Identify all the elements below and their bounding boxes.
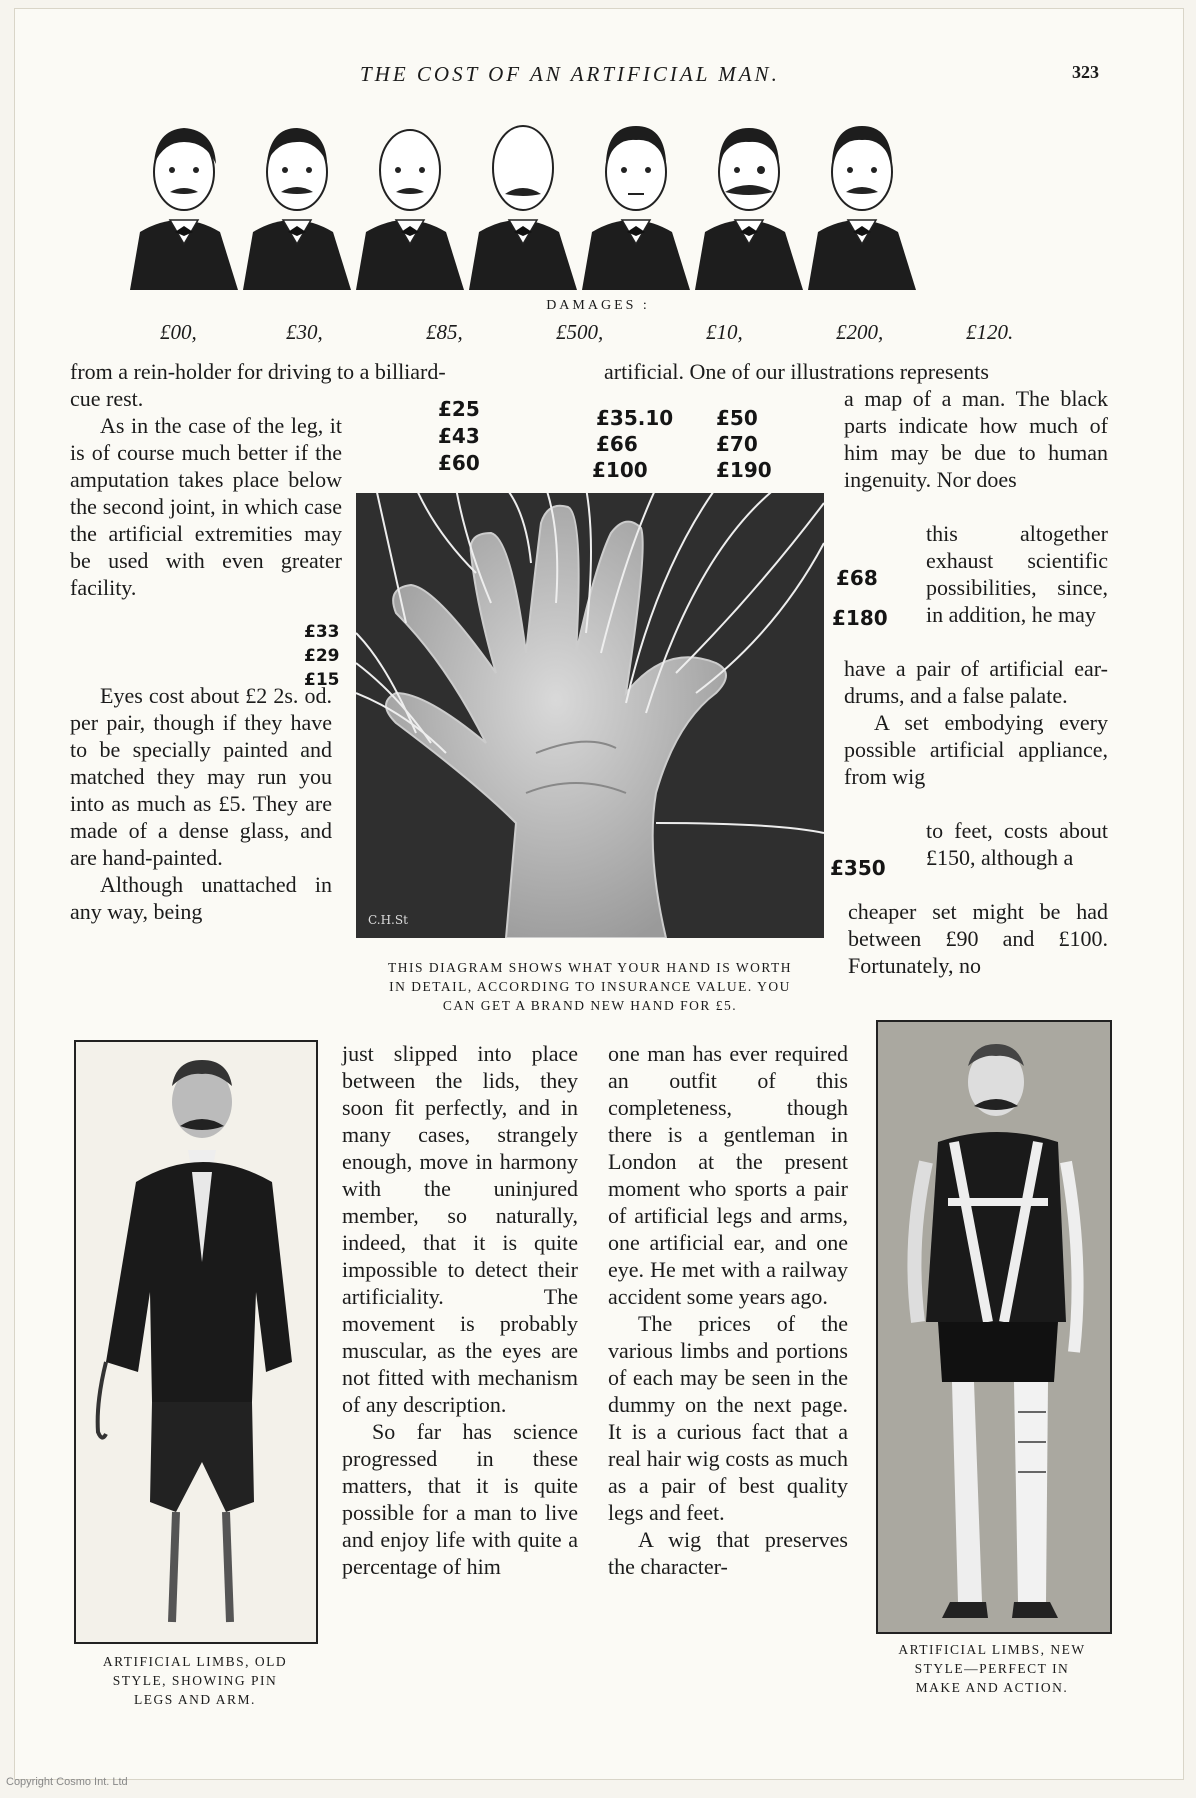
faces-illustration [120, 112, 1050, 292]
hand-caption [336, 958, 844, 1015]
damage-amount: £30, [286, 320, 323, 344]
paragraph: A set embodying every possible artificial appliance, from wig [844, 710, 1108, 789]
hand-svg [356, 493, 824, 938]
text-column-right-middle [608, 1040, 848, 1580]
text-line: artificial. One of our illustrations represents [604, 359, 989, 384]
paragraph: to feet, costs about £150, although a [926, 818, 1108, 870]
caption-line: ARTIFICIAL LIMBS, OLD [102, 1654, 288, 1669]
page-number: 323 [1072, 62, 1099, 82]
hand-price-label: £190 [716, 458, 772, 482]
artist-signature: C.H.St [368, 913, 408, 927]
hand-price-label: £68 [836, 566, 878, 590]
damage-amount: £500, [556, 320, 604, 344]
text-column-right-narrow-2 [926, 817, 1108, 871]
paragraph: A wig that preserves the character- [608, 1527, 848, 1579]
photo-new-style-limbs [876, 1020, 1112, 1634]
photo-left-caption [64, 1652, 326, 1709]
hand-price-label: £35.10 [596, 406, 674, 430]
caption-line: LEGS AND ARM. [134, 1692, 256, 1707]
paragraph: The prices of the various limbs and portions of each may be seen in the dummy on the next page. It is a curious fact that a real hair wig costs as much as a pair of best quality legs and feet. [608, 1311, 848, 1525]
text-column-right-2 [844, 655, 1108, 790]
paragraph: this altogether exhaust scientific possibilities, since, in addition, he may [926, 521, 1108, 627]
caption-line: CAN GET A BRAND NEW HAND FOR £5. [442, 998, 738, 1013]
running-header [0, 62, 1196, 92]
hand-price-label: £29 [304, 646, 340, 666]
photo-right-caption [866, 1640, 1118, 1697]
caption-line: STYLE—PERFECT IN [914, 1661, 1070, 1676]
hand-price-label: £15 [304, 670, 340, 690]
paragraph: one man has ever required an outfit of this completeness, though there is a gentleman in London at the present moment who sports a pair of artificial legs and arms, one artificial ear, and one eye. He met with a railway accident some years ago. [608, 1041, 848, 1309]
paragraph: Eyes cost about £2 2s. od. per pair, though if they have to be specially painted and matched they may run you into as much as £5. They are made of a dense glass, and are hand-painted. [70, 683, 332, 870]
photo-old-style-limbs [74, 1040, 318, 1644]
paragraph: Although unattached in any way, being [70, 872, 332, 924]
hand-price-label: £100 [592, 458, 648, 482]
man-pin-legs-svg [76, 1042, 316, 1642]
text-column-left [70, 412, 342, 601]
text-column-right-narrow [926, 520, 1108, 628]
damage-amount: £120. [966, 320, 1014, 344]
hand-photo [356, 493, 824, 938]
text-column-left-2 [70, 682, 332, 925]
text-column-middle [342, 1040, 578, 1580]
hand-price-label: £180 [832, 606, 888, 630]
damage-amount: £200, [836, 320, 884, 344]
paragraph: As in the case of the leg, it is of course much better if the amputation takes place below the second joint, in which case the artificial extremities may be used with even greater facility. [70, 413, 342, 600]
paragraph: have a pair of artificial ear-drums, and a false palate. [844, 656, 1108, 708]
paragraph: a map of a man. The black parts indicate how much of him may be due to human ingenuity. Nor does [844, 386, 1108, 492]
face-7 [808, 126, 916, 290]
hand-price-label: £25 [438, 397, 480, 421]
hand-price-label: £50 [716, 406, 758, 430]
damage-amount: £10, [706, 320, 743, 344]
caption-line: STYLE, SHOWING PIN [112, 1673, 278, 1688]
face-1 [130, 128, 238, 290]
hand-price-label: £70 [716, 432, 758, 456]
caption-line: IN DETAIL, ACCORDING TO INSURANCE VALUE. YOU [389, 979, 791, 994]
hand-price-label: £350 [830, 856, 886, 880]
hand-price-label: £60 [438, 451, 480, 475]
face-5 [582, 126, 690, 290]
text-line: cue rest. [70, 386, 144, 411]
damage-amount: £85, [426, 320, 463, 344]
copyright-notice: Copyright Cosmo Int. Ltd [6, 1776, 128, 1788]
paragraph: cheaper set might be had between £90 and £100. Fortunately, no [848, 899, 1108, 978]
text-column-right [844, 385, 1108, 493]
faces-svg [120, 112, 1050, 292]
damages-label: DAMAGES : [546, 298, 650, 313]
man-new-limbs-svg [878, 1022, 1110, 1632]
text-column-right-3 [848, 898, 1108, 979]
paragraph: So far has science progressed in these matters, that it is quite possible for a man to live and enjoy life with quite a percentage of him [342, 1419, 578, 1579]
caption-line: MAKE AND ACTION. [915, 1680, 1069, 1695]
caption-line: ARTIFICIAL LIMBS, NEW [898, 1642, 1086, 1657]
face-6 [695, 128, 803, 290]
text-line: from a rein-holder for driving to a billiard- [70, 359, 446, 384]
damage-amount: £00, [160, 320, 197, 344]
hand-price-label: £43 [438, 424, 480, 448]
face-4-blank [469, 126, 577, 290]
face-3-bald [356, 130, 464, 290]
caption-line: THIS DIAGRAM SHOWS WHAT YOUR HAND IS WORTH [387, 960, 793, 975]
article-title: THE COST OF AN ARTIFICIAL MAN. [360, 62, 780, 86]
hand-price-label: £66 [596, 432, 638, 456]
hand-price-label: £33 [304, 622, 340, 642]
face-2 [243, 128, 351, 290]
paragraph: just slipped into place between the lids, they soon fit perfectly, and in many cases, strangely enough, move in harmony with the uninjured member, so naturally, indeed, that it is quite impossible to detect their artificiality. The movement is probably muscular, as the eyes are not fitted with mechanism of any description. [342, 1041, 578, 1417]
